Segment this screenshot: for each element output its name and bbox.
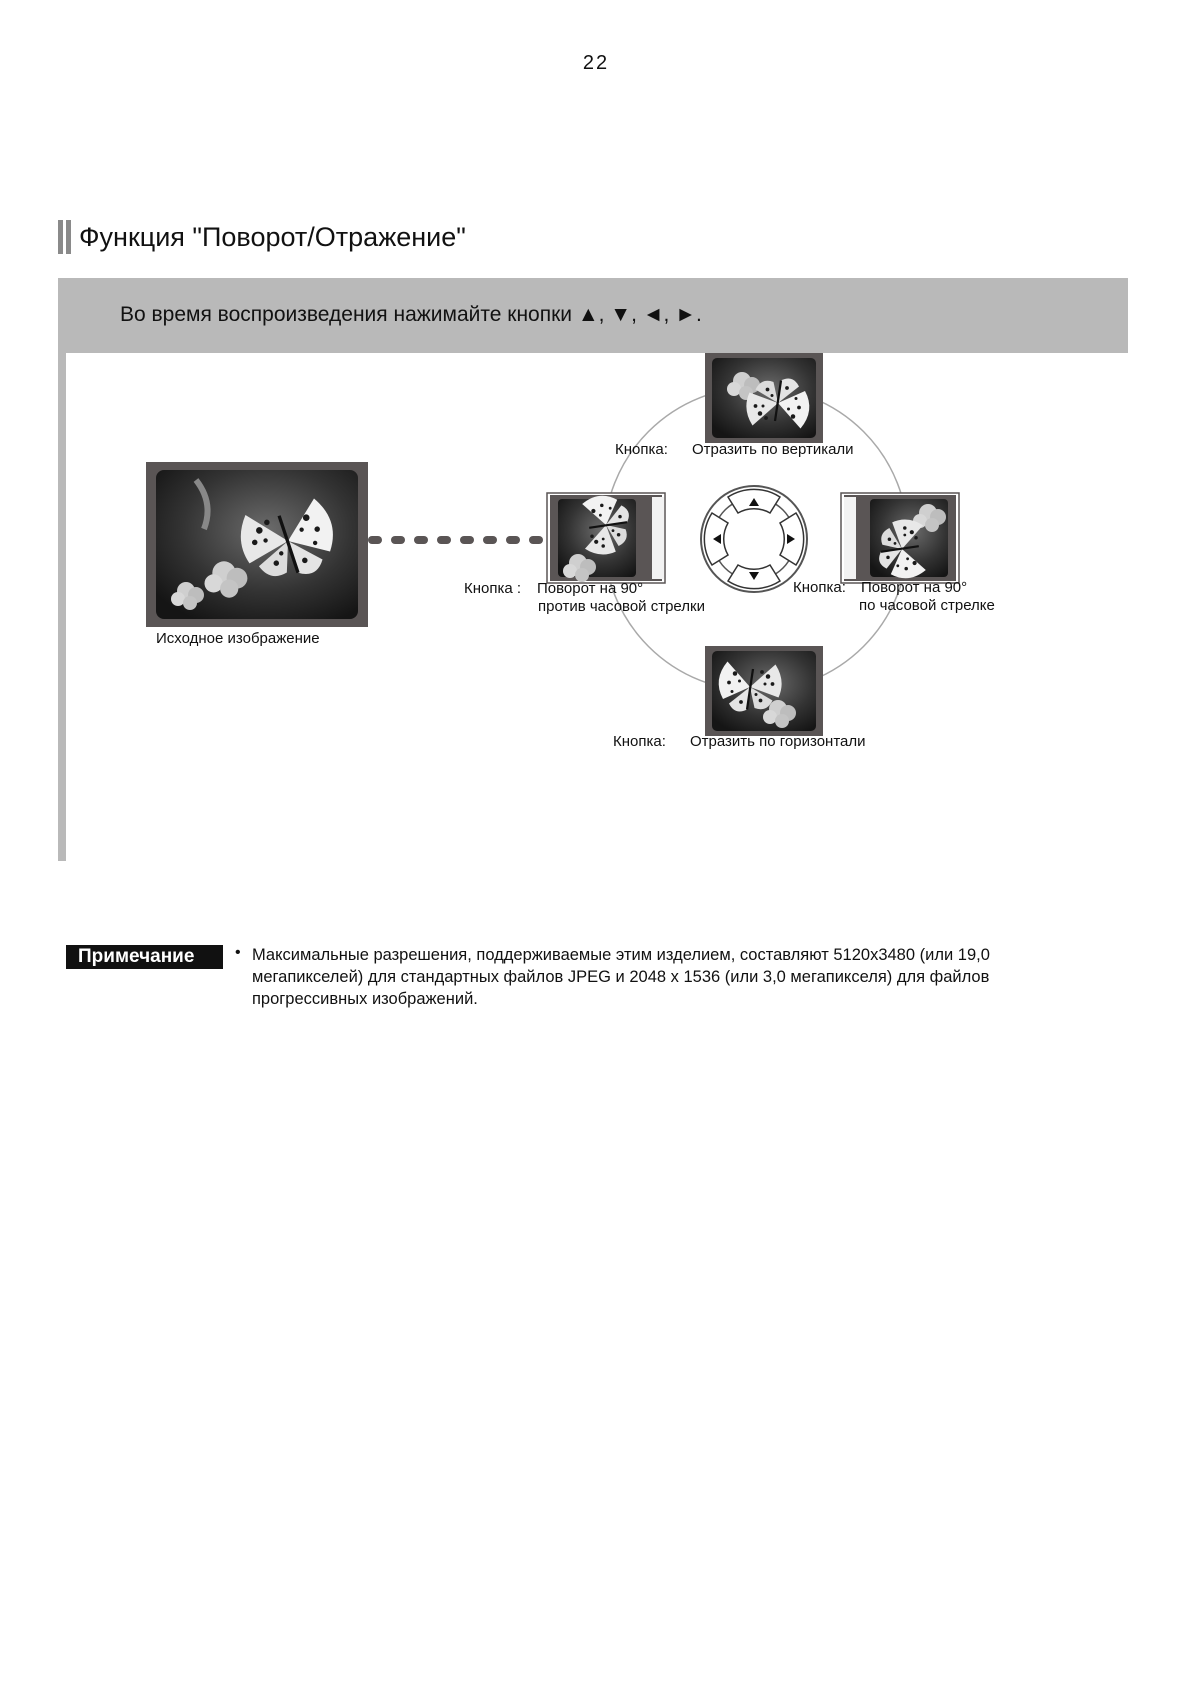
right-button-label: Кнопка: [793, 579, 846, 596]
left-action-line2: против часовой стрелки [538, 598, 705, 615]
top-action-label: Отразить по вертикали [692, 441, 854, 458]
right-action-line2: по часовой стрелке [859, 597, 995, 614]
direction-pad-icon [701, 486, 807, 592]
note-label: Примечание [66, 945, 223, 969]
photo-flip-horizontal [705, 646, 823, 736]
bottom-action-label: Отразить по горизонтали [690, 733, 866, 750]
section-heading [58, 220, 466, 254]
side-rule [58, 353, 66, 861]
page-number: 22 [582, 52, 610, 74]
photo-rotate-cw [841, 493, 959, 583]
top-button-label: Кнопка: [615, 441, 668, 458]
instruction-bar [58, 278, 1128, 353]
note-bullet: • [235, 944, 241, 961]
rotation-diagram [66, 353, 1128, 861]
photo-flip-vertical [705, 353, 823, 443]
original-photo [146, 462, 368, 627]
left-button-label: Кнопка : [464, 580, 522, 597]
original-caption: Исходное изображение [156, 630, 320, 647]
heading-bars-icon [58, 220, 71, 254]
right-action-line1: Поворот на 90° [861, 579, 968, 596]
bottom-button-label: Кнопка: [613, 733, 666, 750]
note-text: Максимальные разрешения, поддерживаемые этим изделием, составляют 5120x3480 (или 19,0 мегапикселей) для стандартных файлов JPEG и 2048 x 1536 (или 3,0 мегапикселя) для файлов прогрессивных изображений. [252, 946, 990, 1008]
instruction-text: Во время воспроизведения нажимайте кнопки ▲, ▼, ◄, ►. [120, 303, 702, 326]
left-action-line1: Поворот на 90° [537, 580, 644, 597]
heading-title: Функция "Поворот/Отражение" [79, 221, 466, 252]
dashed-connector [368, 536, 543, 544]
photo-rotate-ccw [547, 493, 665, 583]
